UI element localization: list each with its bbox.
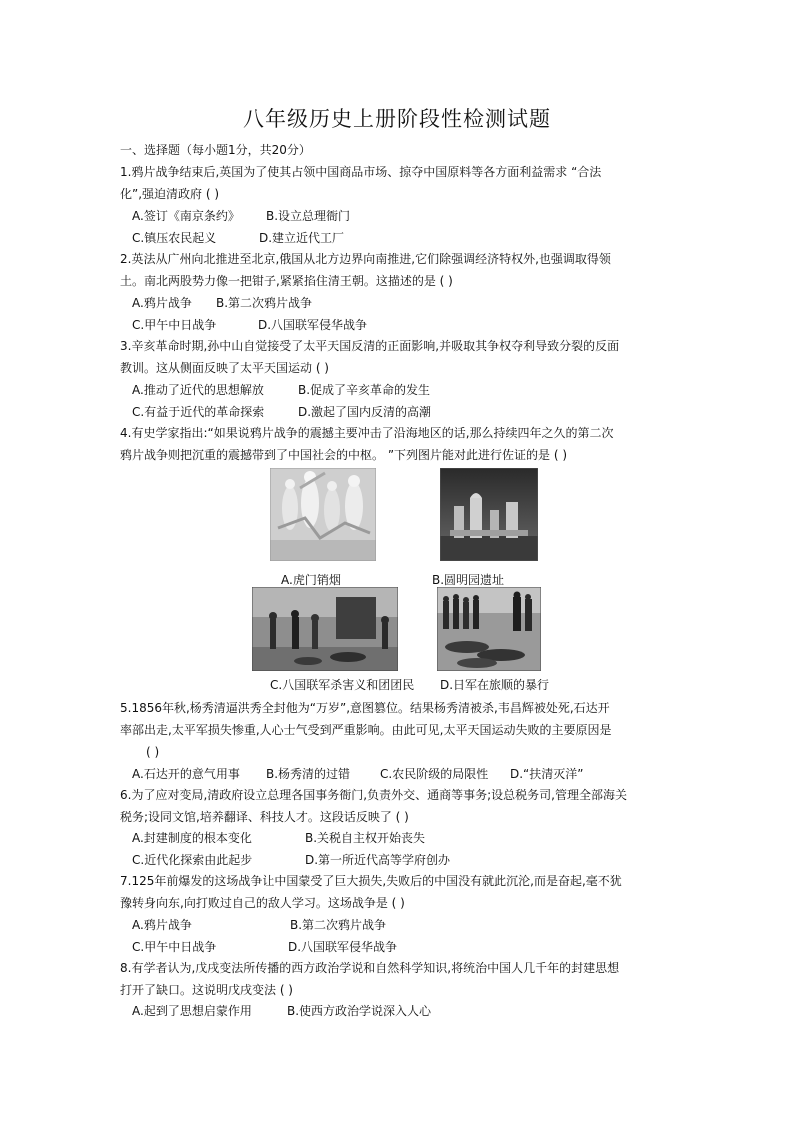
question-8-line-1: 8.有学者认为,戊戌变法所传播的西方政治学说和自然科学知识,将统治中国人几千年的封建思想	[120, 961, 620, 975]
question-5-line-2: 率部出走,太平军损失惨重,人心士气受到严重影响。由此可见,太平天国运动失败的主要原因是	[120, 723, 612, 737]
q2-option-a: A.鸦片战争	[132, 296, 192, 310]
q8-option-b: B.使西方政治学说深入人心	[287, 1004, 432, 1018]
question-5-line-3: ( )	[146, 745, 160, 759]
q6-option-a: A.封建制度的根本变化	[132, 831, 252, 845]
question-4-line-1: 4.有史学家指出:“如果说鸦片战争的震撼主要冲击了沿海地区的话,那么持续四年之久的第二次	[120, 426, 614, 440]
q7-option-d: D.八国联军侵华战争	[288, 940, 398, 954]
q7-option-c: C.甲午中日战争	[132, 940, 217, 954]
q2-option-b: B.第二次鸦片战争	[216, 296, 313, 310]
q3-option-c: C.有益于近代的革命探索	[132, 405, 265, 419]
question-2-line-2: 土。南北两股势力像一把钳子,紧紧掐住清王朝。这描述的是 ( )	[120, 274, 453, 288]
caption-d: D.日军在旅顺的暴行	[440, 678, 550, 692]
q5-option-a: A.石达开的意气用事	[132, 767, 240, 781]
photo-yuanmingyuan-ruins	[440, 468, 538, 561]
q5-option-d: D.“扶清灭洋”	[510, 767, 584, 781]
q3-option-b: B.促成了辛亥革命的发生	[298, 383, 431, 397]
photo-humen-opium-relief	[270, 468, 376, 561]
q5-option-b: B.杨秀清的过错	[266, 767, 351, 781]
q6-option-c: C.近代化探索由此起步	[132, 853, 253, 867]
caption-b: B.圆明园遗址	[432, 573, 505, 587]
q6-option-d: D.第一所近代高等学府创办	[305, 853, 451, 867]
question-1-line-1: 1.鸦片战争结束后,英国为了使其占领中国商品市场、掠夺中国原料等各方面利益需求 “合法	[120, 165, 602, 179]
caption-c: C.八国联军杀害义和团团民	[270, 678, 415, 692]
q5-option-c: C.农民阶级的局限性	[380, 767, 489, 781]
question-4-line-2: 鸦片战争则把沉重的震撼带到了中国社会的中枢。 ”下列图片能对此进行佐证的是 ( )	[120, 448, 568, 462]
q8-option-a: A.起到了思想启蒙作用	[132, 1004, 252, 1018]
question-1-line-2: 化”,强迫清政府 ( )	[120, 187, 220, 201]
question-2-line-1: 2.英法从广州向北推进至北京,俄国从北方边界向南推进,它们除强调经济特权外,也强调取得领	[120, 252, 611, 266]
q2-option-d: D.八国联军侵华战争	[258, 318, 368, 332]
question-7-line-1: 7.125年前爆发的这场战争让中国蒙受了巨大损失,失败后的中国没有就此沉沦,而是奋起,毫不犹	[120, 874, 622, 888]
q6-option-b: B.关税自主权开始丧失	[305, 831, 426, 845]
question-6-line-1: 6.为了应对变局,清政府设立总理各国事务衙门,负责外交、通商等事务;设总税务司,管理全部海关	[120, 788, 627, 802]
photo-eight-nation-execution	[252, 587, 398, 671]
question-7-line-2: 豫转身向东,向打败过自己的敌人学习。这场战争是 ( )	[120, 896, 405, 910]
question-3-line-1: 3.辛亥革命时期,孙中山自觉接受了太平天国反清的正面影响,并吸取其争权夺利导致分裂的反面	[120, 339, 620, 353]
q1-option-d: D.建立近代工厂	[259, 231, 345, 245]
q1-option-a: A.签订《南京条约》	[132, 209, 240, 223]
q7-option-b: B.第二次鸦片战争	[290, 918, 387, 932]
question-6-line-2: 税务;设同文馆,培养翻译、科技人才。这段话反映了 ( )	[120, 810, 409, 824]
q2-option-c: C.甲午中日战争	[132, 318, 217, 332]
question-5-line-1: 5.1856年秋,杨秀清逼洪秀全封他为“万岁”,意图篡位。结果杨秀清被杀,韦昌辉被处死,石达开	[120, 701, 610, 715]
page-title: 八年级历史上册阶段性检测试题	[243, 107, 551, 131]
photo-lushun-massacre	[437, 587, 541, 671]
question-8-line-2: 打开了缺口。这说明戊戌变法 ( )	[120, 983, 293, 997]
q3-option-a: A.推动了近代的思想解放	[132, 383, 264, 397]
q1-option-b: B.设立总理衙门	[266, 209, 351, 223]
caption-a: A.虎门销烟	[281, 573, 341, 587]
q3-option-d: D.激起了国内反清的高潮	[298, 405, 432, 419]
question-3-line-2: 教训。这从侧面反映了太平天国运动 ( )	[120, 361, 329, 375]
q1-option-c: C.镇压农民起义	[132, 231, 217, 245]
q7-option-a: A.鸦片战争	[132, 918, 192, 932]
section-header: 一、选择题（每小题1分，共20分）	[120, 143, 311, 157]
